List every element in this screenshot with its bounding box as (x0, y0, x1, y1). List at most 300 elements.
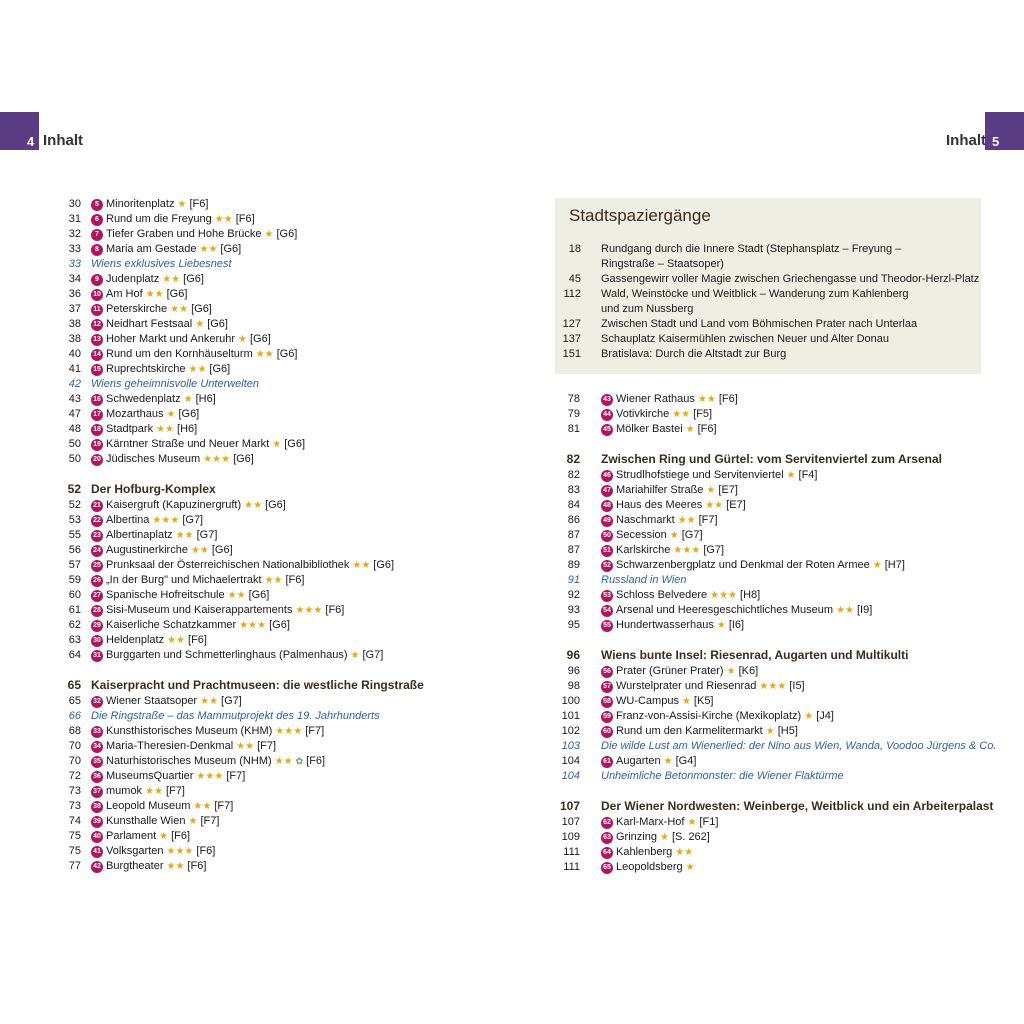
page-ref: 38 (68, 333, 81, 345)
page-ref: 82 (566, 452, 580, 466)
entry-body (91, 513, 203, 528)
rating-stars: ★★★ (203, 454, 231, 465)
map-grid-ref: [G6] (276, 348, 298, 360)
entry-body (601, 603, 872, 618)
entry-title: Kunsthalle Wien (106, 815, 186, 827)
page-ref: 66 (68, 710, 81, 722)
entry-title: Prunksaal der Österreichischen Nationalbibliothek (106, 559, 350, 571)
walk-title: und zum Nussberg (601, 303, 694, 315)
map-grid-ref: [F6] (306, 755, 326, 767)
entry-body (91, 302, 212, 317)
toc-entry (48, 528, 448, 543)
page-ref: 72 (68, 770, 81, 782)
entry-title: WU-Campus (616, 695, 679, 707)
page-ref: 41 (68, 363, 81, 375)
rating-stars: ★★ (836, 605, 854, 616)
entry-body (91, 799, 233, 814)
entry-body (91, 287, 187, 302)
rating-stars: ★ (166, 409, 176, 420)
sight-number-badge: 31 (91, 650, 103, 662)
sight-number-badge: 47 (601, 485, 613, 497)
rating-stars: ★ (687, 817, 697, 828)
section-spacer (555, 784, 985, 798)
page-ref: 73 (68, 785, 81, 797)
entry-body (91, 588, 269, 603)
rating-stars: ★ (272, 439, 282, 450)
sight-number-badge: 28 (91, 605, 103, 617)
page-ref: 89 (567, 559, 580, 571)
entry-title: Naschmarkt (616, 514, 675, 526)
page-ref: 57 (68, 559, 81, 571)
entry-body (91, 769, 245, 784)
section-title: Zwischen Ring und Gürtel: vom Servitenviertel zum Arsenal (601, 452, 942, 466)
page-ref: 36 (68, 288, 81, 300)
section-heading (48, 481, 448, 498)
entry-title: Russland in Wien (601, 574, 687, 586)
walk-entry (558, 347, 978, 362)
map-grid-ref: [I9] (857, 604, 873, 616)
entry-title: Ruprechtskirche (106, 363, 186, 375)
entry-body (91, 573, 304, 588)
toc-entry (555, 422, 985, 437)
page-ref: 50 (68, 453, 81, 465)
map-grid-ref: [I5] (789, 680, 805, 692)
sight-number-badge: 39 (91, 816, 103, 828)
entry-body (601, 558, 905, 573)
toc-entry (48, 588, 448, 603)
rating-stars: ★★ (244, 500, 263, 511)
entry-title: Grinzing (616, 831, 657, 843)
rating-stars: ★★★ (196, 771, 224, 782)
entry-body (91, 648, 383, 663)
sight-number-badge: 6 (91, 214, 103, 226)
toc-entry (555, 588, 985, 603)
rating-stars: ★ (726, 666, 736, 677)
map-grid-ref: [F6] (285, 574, 305, 586)
entry-body (91, 332, 271, 347)
sight-number-badge: 34 (91, 741, 103, 753)
page-ref: 60 (68, 589, 81, 601)
walk-entry (558, 332, 978, 347)
toc-entry (48, 799, 448, 814)
entry-title: Unheimliche Betonmonster: die Wiener Flaktürme (601, 770, 844, 782)
entry-title: Mariahilfer Straße (616, 484, 704, 496)
page-ref: 74 (68, 815, 81, 827)
entry-body (601, 451, 942, 468)
entry-body (601, 845, 693, 860)
entry-body (601, 573, 687, 588)
entry-title: Judenplatz (106, 273, 160, 285)
toc-entry (48, 317, 448, 332)
entry-title: Franz-von-Assisi-Kirche (Mexikoplatz) (616, 710, 802, 722)
toc-left-column (48, 197, 448, 874)
page-ref: 70 (68, 740, 81, 752)
rating-stars: ★★ (274, 756, 293, 767)
entry-title: Heldenplatz (106, 634, 165, 646)
walk-title: Wald, Weinstöcke und Weitblick – Wanderung zum Kahlenberg (601, 288, 909, 300)
toc-entry (555, 528, 985, 543)
walk-entry (558, 302, 978, 317)
page-ref: 96 (566, 648, 580, 662)
page-ref: 40 (68, 348, 81, 360)
section-spacer (555, 633, 985, 647)
entry-body (601, 739, 996, 754)
entry-body (91, 724, 324, 739)
page-number-left: 4 (27, 134, 35, 149)
rating-stars: ★★ (167, 635, 186, 646)
toc-entry (48, 498, 448, 513)
entry-body (601, 392, 738, 407)
sight-number-badge: 16 (91, 394, 103, 406)
map-grid-ref: [G7] (362, 649, 384, 661)
sight-number-badge: 59 (601, 711, 613, 723)
rating-stars: ★★★ (673, 545, 701, 556)
entry-body (601, 798, 993, 815)
rating-stars: ★★ (162, 274, 181, 285)
entry-body (91, 543, 233, 558)
page-ref: 34 (68, 273, 81, 285)
sight-number-badge: 29 (91, 620, 103, 632)
entry-title: Parlament (106, 830, 157, 842)
map-grid-ref: [K6] (738, 665, 759, 677)
entry-body (601, 830, 710, 845)
page-ref: 73 (68, 800, 81, 812)
sight-number-badge: 36 (91, 771, 103, 783)
rating-stars: ★★ (675, 847, 694, 858)
entry-title: Leopoldsberg (616, 861, 683, 873)
toc-entry (48, 769, 448, 784)
page-ref: 86 (567, 514, 580, 526)
sight-number-badge: 19 (91, 439, 103, 451)
map-grid-ref: [G7] (196, 529, 218, 541)
entry-title: Neidhart Festsaal (106, 318, 193, 330)
rating-stars: ★★ (236, 741, 255, 752)
map-grid-ref: [E7] (718, 484, 738, 496)
page-ref: 37 (68, 303, 81, 315)
rating-stars: ★ (685, 424, 695, 435)
entry-title: Hundertwasserhaus (616, 619, 714, 631)
rating-stars: ★★ (672, 409, 691, 420)
map-grid-ref: [E7] (726, 499, 746, 511)
toc-entry (555, 543, 985, 558)
entry-title: Albertinaplatz (106, 529, 173, 541)
walk-entry (558, 257, 978, 272)
entry-body (91, 829, 190, 844)
rating-stars: ★★★ (152, 515, 180, 526)
entry-title: Peterskirche (106, 303, 168, 315)
rating-stars: ★★ (166, 861, 185, 872)
map-grid-ref: [H6] (177, 423, 198, 435)
page-ref: 50 (68, 438, 81, 450)
map-grid-ref: [F6] (188, 634, 207, 646)
page-ref: 18 (568, 243, 581, 255)
entry-body (91, 558, 394, 573)
rating-stars: ★★ (697, 394, 716, 405)
entry-title: Schloss Belvedere (616, 589, 708, 601)
page-ref: 55 (68, 529, 81, 541)
toc-entry (48, 332, 448, 347)
toc-entry (48, 724, 448, 739)
entry-title: Sisi-Museum und Kaiserappartements (106, 604, 293, 616)
entry-title: Wiener Staatsoper (106, 695, 198, 707)
page-ref: 151 (562, 348, 581, 360)
rating-stars: ★★★ (759, 681, 787, 692)
entry-title: Spanische Hofreitschule (106, 589, 225, 601)
entry-body (91, 452, 254, 467)
sight-number-badge: 62 (601, 817, 613, 829)
map-grid-ref: [H6] (195, 393, 216, 405)
entry-title: Rund um den Karmelitermarkt (616, 725, 763, 737)
toc-entry (555, 754, 985, 769)
entry-body (601, 694, 714, 709)
rating-stars: ★ (663, 756, 673, 767)
page-ref: 52 (67, 482, 81, 496)
entry-body (601, 498, 746, 513)
entry-title: Schwedenplatz (106, 393, 181, 405)
map-grid-ref: [G4] (675, 755, 697, 767)
map-grid-ref: [F7] (257, 740, 277, 752)
rating-stars: ★★ (170, 304, 189, 315)
entry-title: Kunsthistorisches Museum (KHM) (106, 725, 273, 737)
entry-title: Naturhistorisches Museum (NHM) (106, 755, 272, 767)
walk-title: Ringstraße – Staatsoper) (601, 258, 724, 270)
page-ref: 52 (68, 499, 81, 511)
page-ref: 38 (68, 318, 81, 330)
toc-entry (48, 302, 448, 317)
page-ref: 78 (567, 393, 580, 405)
walk-title: Gassengewirr voller Magie zwischen Griechengasse und Theodor-Herzl-Platz (601, 273, 980, 285)
entry-title: Die Ringstraße – das Mammutprojekt des 19. Jahrhunderts (91, 710, 380, 722)
sight-number-badge: 21 (91, 500, 103, 512)
map-grid-ref: [G6] (276, 228, 298, 240)
section-title: Der Hofburg-Komplex (91, 482, 216, 496)
entry-title: mumok (106, 785, 143, 797)
sight-number-badge: 55 (601, 620, 613, 632)
map-grid-ref: [G6] (249, 333, 271, 345)
rating-stars: ★ (706, 485, 716, 496)
entry-body (91, 498, 286, 513)
toc-entry (48, 573, 448, 588)
map-grid-ref: [F7] (698, 514, 718, 526)
entry-title: Hoher Markt und Ankeruhr (106, 333, 236, 345)
rating-stars: ★★★ (275, 726, 303, 737)
toc-entry (48, 407, 448, 422)
rating-stars: ★ (177, 199, 187, 210)
toc-entry (555, 679, 985, 694)
rating-stars: ★ (183, 394, 193, 405)
entry-body (91, 212, 255, 227)
page-ref: 32 (68, 228, 81, 240)
rating-stars: ★★★ (710, 590, 738, 601)
feature-article-entry (48, 377, 448, 392)
feature-article-entry (555, 739, 997, 754)
page-ref: 96 (567, 665, 580, 677)
page-ref: 47 (68, 408, 81, 420)
page-ref: 75 (68, 830, 81, 842)
entry-body (91, 362, 230, 377)
rating-stars: ★★ (175, 530, 194, 541)
rating-stars: ★ (765, 726, 775, 737)
toc-entry (48, 633, 448, 648)
entry-title: Wiens exklusives Liebesnest (91, 258, 232, 270)
page-tab-right (985, 112, 1024, 150)
rating-stars: ★★ (145, 289, 164, 300)
sight-number-badge: 23 (91, 530, 103, 542)
toc-entry (555, 483, 985, 498)
toc-entry (48, 437, 448, 452)
map-grid-ref: [S. 262] (671, 831, 710, 843)
page-ref: 111 (563, 861, 580, 873)
sight-number-badge: 37 (91, 786, 103, 798)
sight-number-badge: 20 (91, 454, 103, 466)
map-grid-ref: [G6] (265, 499, 286, 511)
rating-stars: ★★ (145, 786, 163, 797)
sight-number-badge: 38 (91, 801, 103, 813)
sight-number-badge: 64 (601, 847, 613, 859)
toc-entry (555, 694, 985, 709)
sight-number-badge: 54 (601, 605, 613, 617)
section-heading (48, 677, 448, 694)
entry-body (91, 709, 380, 724)
walk-title: Rundgang durch die Innere Stadt (Stephansplatz – Freyung – (601, 243, 902, 255)
entry-body (91, 377, 259, 392)
toc-entry (555, 724, 985, 739)
entry-title: Augustinerkirche (106, 544, 188, 556)
entry-body (601, 709, 834, 724)
page-ref: 81 (567, 423, 580, 435)
entry-body (91, 227, 297, 242)
rating-stars: ★ (238, 334, 247, 345)
rating-stars: ★ (264, 229, 274, 240)
page-ref: 61 (68, 604, 81, 616)
entry-body (601, 724, 798, 739)
walk-entry (558, 287, 978, 302)
page-ref: 33 (68, 258, 81, 270)
map-grid-ref: [J4] (816, 710, 834, 722)
rating-stars: ★★★ (295, 605, 323, 616)
sight-number-badge: 41 (91, 846, 103, 858)
map-grid-ref: [F4] (798, 469, 818, 481)
sight-number-badge: 57 (601, 681, 613, 693)
section-title: Der Wiener Nordwesten: Weinberge, Weitblick und ein Arbeiterpalast (601, 799, 994, 813)
toc-entry (555, 815, 985, 830)
toc-entry (555, 618, 985, 633)
entry-title: Wiens geheimnisvolle Unterwelten (91, 378, 260, 390)
toc-entry (48, 392, 448, 407)
rating-stars: ★★ (255, 349, 274, 360)
sight-number-badge: 50 (601, 530, 613, 542)
toc-entry (48, 648, 448, 663)
map-grid-ref: [F1] (699, 816, 719, 828)
section-spacer (555, 437, 985, 451)
section-spacer (48, 467, 448, 481)
entry-body (91, 272, 204, 287)
sight-number-badge: 30 (91, 635, 103, 647)
toc-entry (48, 347, 448, 362)
rating-stars: ★★★ (239, 620, 267, 631)
sight-number-badge: 24 (91, 545, 103, 557)
map-grid-ref: [F6] (697, 423, 717, 435)
sight-number-badge: 43 (601, 394, 613, 406)
entry-body (91, 528, 217, 543)
entry-title: Maria am Gestade (106, 243, 197, 255)
rating-stars: ★★ (190, 545, 209, 556)
page-ref: 42 (68, 378, 81, 390)
rating-stars: ★ (804, 711, 814, 722)
entry-body (91, 242, 241, 257)
entry-title: Burggarten und Schmetterlinghaus (Palmenhaus) (106, 649, 348, 661)
entry-title: Wiener Rathaus (616, 393, 695, 405)
entry-body (91, 739, 276, 754)
toc-entry (48, 212, 448, 227)
map-grid-ref: [G6] (178, 408, 200, 420)
entry-body (601, 815, 718, 830)
sight-number-badge: 14 (91, 349, 103, 361)
entry-title: Schwarzenbergplatz und Denkmal der Roten Armee (616, 559, 870, 571)
entry-title: Minoritenplatz (106, 198, 175, 210)
toc-entry (48, 844, 448, 859)
map-grid-ref: [G6] (166, 288, 188, 300)
toc-entry (555, 709, 985, 724)
entry-body (91, 422, 197, 437)
page-ref: 127 (562, 318, 581, 330)
map-grid-ref: [F7] (305, 725, 325, 737)
sight-number-badge: 46 (601, 470, 613, 482)
rating-stars: ★★ (199, 244, 218, 255)
page-ref: 104 (561, 755, 580, 767)
page-ref: 104 (561, 770, 580, 782)
toc-entry (48, 287, 448, 302)
entry-title: Kahlenberg (616, 846, 673, 858)
family-icon: ✿ (295, 756, 304, 766)
map-grid-ref: [H7] (884, 559, 905, 571)
rating-stars: ★ (195, 319, 205, 330)
page-ref: 70 (68, 755, 81, 767)
map-grid-ref: [F7] (214, 800, 234, 812)
entry-title: „In der Burg" und Michaelertrakt (106, 574, 262, 586)
sight-number-badge: 12 (91, 319, 103, 331)
map-grid-ref: [H5] (777, 725, 798, 737)
map-grid-ref: [F6] (718, 393, 738, 405)
section-heading (555, 647, 985, 664)
map-grid-ref: [G6] (191, 303, 212, 315)
page-ref: 68 (68, 725, 81, 737)
page-ref: 92 (567, 589, 580, 601)
entry-body (601, 483, 738, 498)
sight-number-badge: 8 (91, 244, 103, 256)
page-ref: 112 (563, 288, 581, 300)
toc-entry (48, 814, 448, 829)
entry-body (601, 860, 695, 875)
entry-body (601, 664, 758, 679)
sight-number-badge: 48 (601, 500, 613, 512)
sight-number-badge: 53 (601, 590, 613, 602)
sight-number-badge: 25 (91, 560, 103, 572)
walk-title: Zwischen Stadt und Land vom Böhmischen Prater nach Unterlaa (601, 318, 918, 330)
entry-body (601, 647, 908, 664)
sight-number-badge: 60 (601, 726, 613, 738)
entry-title: Rund um die Freyung (106, 213, 212, 225)
entry-body (91, 814, 219, 829)
rating-stars: ★★ (677, 515, 696, 526)
rating-stars: ★★ (188, 364, 207, 375)
page-ref: 30 (68, 198, 81, 210)
entry-body (91, 677, 424, 694)
entry-body (601, 679, 805, 694)
entry-body (91, 633, 207, 648)
entry-title: Volksgarten (106, 845, 164, 857)
toc-entry (48, 859, 448, 874)
